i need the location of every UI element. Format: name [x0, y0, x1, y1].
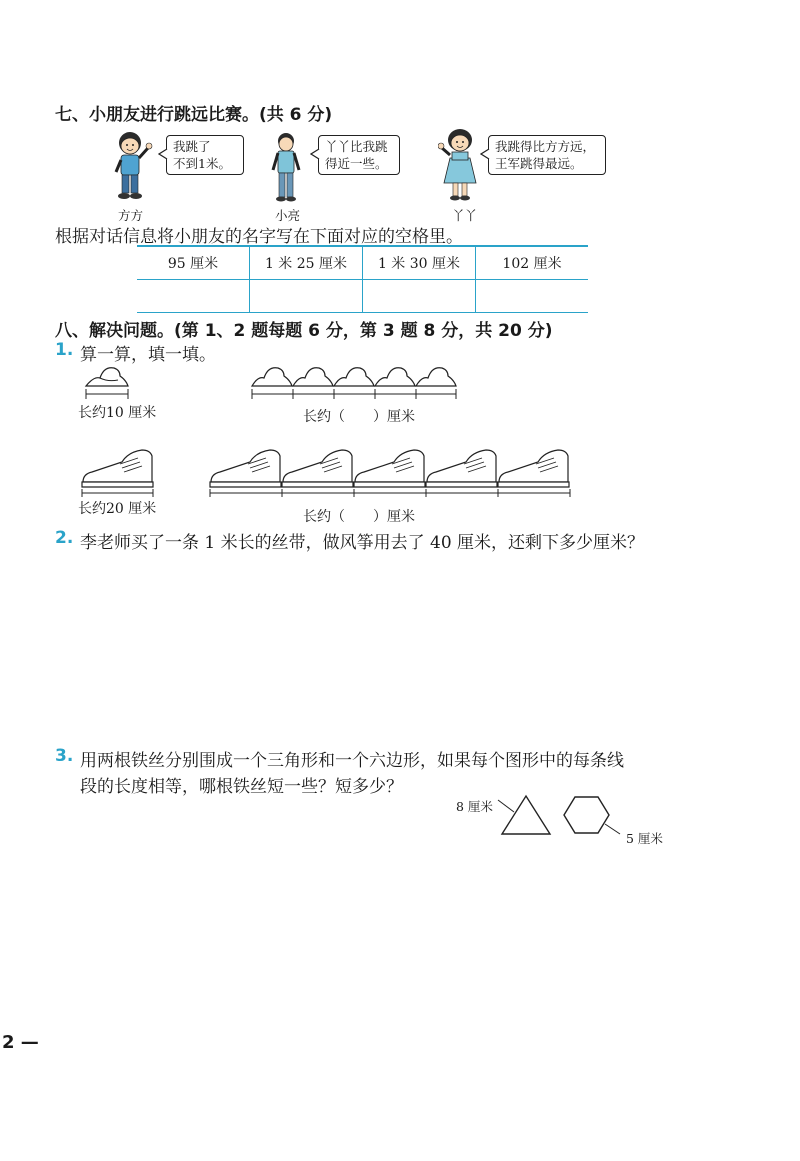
answer-cell-2[interactable] [250, 280, 363, 313]
fangfang-speech-bubble [166, 135, 244, 175]
table-header-cell: 1 米 30 厘米 [363, 246, 476, 280]
yaya-speech-line1: 我跳得比方方远， [495, 139, 596, 154]
page-number: 2 — [2, 1032, 39, 1053]
yaya-name: 丫丫 [452, 208, 478, 223]
triangle-shape [502, 796, 550, 834]
foot-answer-blank[interactable]: 长约（ ）厘米 [303, 409, 415, 425]
hexagon-shape [564, 797, 609, 833]
yaya-speech-bubble [488, 135, 606, 175]
shoe-row-icon [208, 446, 572, 498]
xiaoliang-speech-line2: 得近一些。 [325, 156, 388, 171]
table-header-cell: 95 厘米 [137, 246, 250, 280]
q3-text-line1: 用两根铁丝分别围成一个三角形和一个六边形，如果每个图形中的每条线 [80, 751, 624, 771]
xiaoliang-speech-bubble [318, 135, 400, 175]
triangle-label-leader [498, 800, 514, 812]
q1-text: 算一算，填一填。 [80, 345, 216, 365]
xiaoliang-speech-line1: 丫丫比我跳 [325, 139, 388, 154]
single-shoe-icon [80, 446, 156, 498]
single-footprint-icon [80, 362, 136, 402]
fangfang-name: 方方 [118, 208, 144, 223]
triangle-side-label: 8 厘米 [456, 799, 493, 814]
fangfang-figure [110, 130, 154, 202]
section7-instruction: 根据对话信息将小朋友的名字写在下面对应的空格里。 [55, 227, 463, 247]
q2-text: 李老师买了一条 1 米长的丝带，做风筝用去了 40 厘米，还剩下多少厘米？ [80, 533, 645, 553]
q3-number-text: 3. [55, 746, 74, 766]
shoe-answer-blank[interactable]: 长约（ ）厘米 [303, 509, 415, 525]
hexagon-side-label: 5 厘米 [626, 831, 663, 846]
answer-cell-4[interactable] [476, 280, 589, 313]
q2-number-text: 2. [55, 528, 74, 548]
q3-answer-area[interactable] [80, 860, 680, 1020]
yaya-bubble-tail [480, 148, 490, 160]
table-header-cell: 1 米 25 厘米 [250, 246, 363, 280]
yaya-speech-line2: 王军跳得最远。 [495, 156, 583, 171]
section7-title: 七、小朋友进行跳远比赛。(共 6 分) [55, 105, 333, 125]
q3-number [55, 746, 73, 766]
fangfang-speech-line1: 我跳了 [173, 139, 211, 154]
answer-table-header-row [137, 246, 588, 280]
footprint-row-icon [248, 360, 460, 402]
q1-number-text: 1. [55, 340, 74, 360]
answer-cell-1[interactable] [137, 280, 250, 313]
single-foot-label: 长约10 厘米 [78, 405, 157, 421]
fangfang-bubble-tail [158, 148, 168, 160]
xiaoliang-figure [268, 132, 304, 204]
xiaoliang-name: 小亮 [275, 208, 301, 223]
answer-table-input-row [137, 280, 588, 313]
answer-table [137, 245, 588, 313]
fangfang-speech-line2: 不到1米。 [173, 156, 231, 171]
q3-text-line2: 段的长度相等，哪根铁丝短一些？短多少？ [80, 777, 403, 797]
q1-number [55, 340, 73, 360]
q2-answer-area[interactable] [80, 560, 680, 730]
yaya-figure [438, 128, 482, 204]
q2-number [55, 528, 73, 548]
table-header-cell: 102 厘米 [476, 246, 589, 280]
section8-title: 八、解决问题。(第 1、2 题每题 6 分，第 3 题 8 分，共 20 分) [55, 321, 553, 341]
hexagon-label-leader [605, 824, 620, 834]
single-shoe-label: 长约20 厘米 [78, 501, 157, 517]
answer-cell-3[interactable] [363, 280, 476, 313]
xiaoliang-bubble-tail [310, 148, 320, 160]
